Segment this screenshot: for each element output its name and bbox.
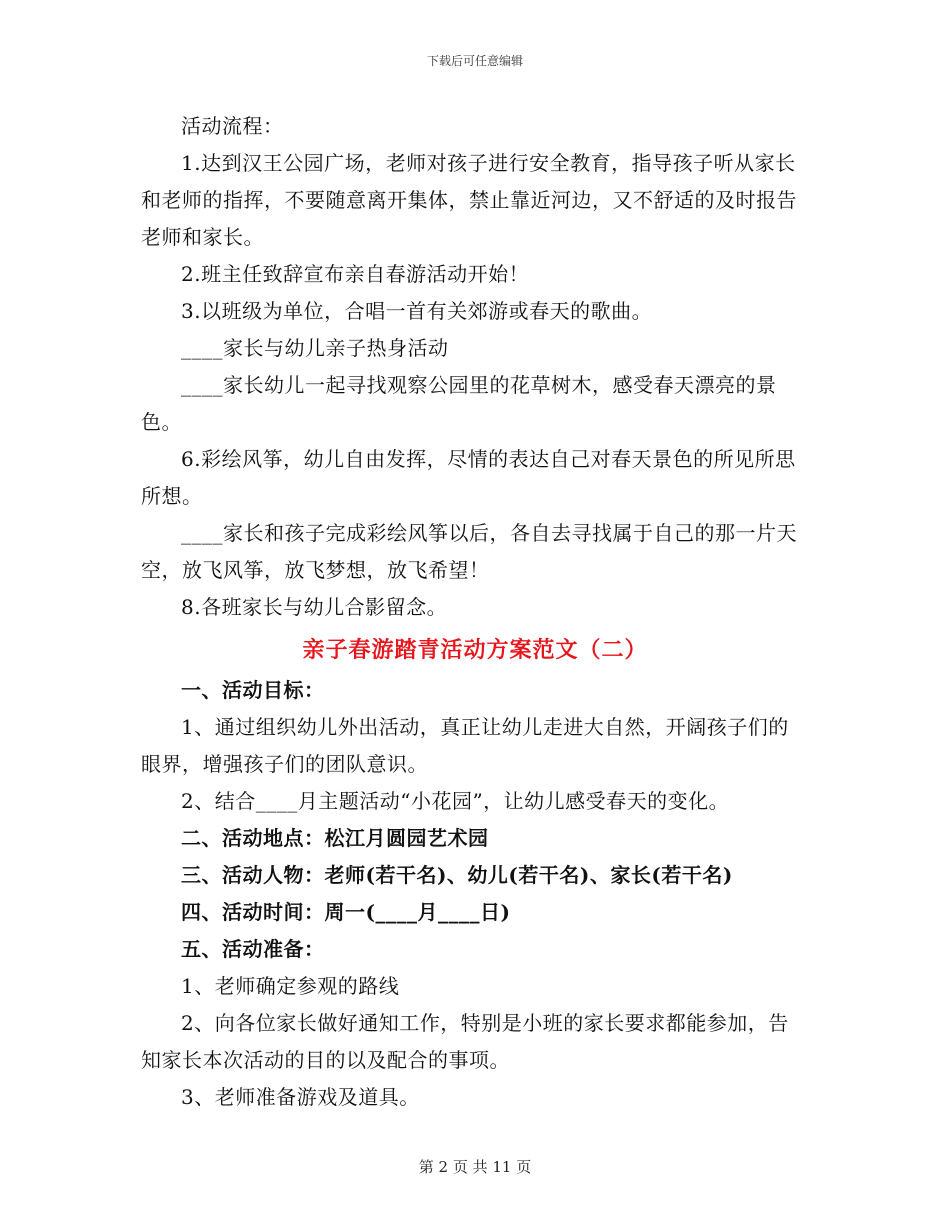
prep-item-2: 2、向各位家长做好通知工作，特别是小班的家长要求都能参加，告知家长本次活动的目的以及配合的事项。 <box>141 1011 789 1072</box>
flow-item-6: 6.彩绘风筝，幼儿自由发挥，尽情的表达自己对春天景色的所见所思所想。 <box>141 447 796 508</box>
section-title: 亲子春游踏青活动方案范文（二） <box>302 637 648 663</box>
document-body <box>141 108 809 1116</box>
flow-item-2: 2.班主任致辞宣布亲自春游活动开始！ <box>181 262 530 286</box>
prep-heading: 五、活动准备： <box>181 937 325 961</box>
goal-item-2: 2、结合____月主题活动“小花园”，让幼儿感受春天的变化。 <box>181 789 730 813</box>
time-heading: 四、活动时间：周一(____月____日) <box>181 900 511 924</box>
goal-item-1: 1、通过组织幼儿外出活动，真正让幼儿走进大自然，开阔孩子们的眼界，增强孩子们的团队意识。 <box>141 715 789 776</box>
flow-item-3: 3.以班级为单位，合唱一首有关郊游或春天的歌曲。 <box>181 299 653 323</box>
prep-item-1: 1、老师确定参观的路线 <box>181 974 400 998</box>
flow-item-4: ____家长与幼儿亲子热身活动 <box>181 336 449 360</box>
flow-item-1: 1.达到汉王公园广场，老师对孩子进行安全教育，指导孩子听从家长和老师的指挥，不要随意离开集体，禁止靠近河边，又不舒适的及时报告老师和家长。 <box>141 151 797 249</box>
flow-label: 活动流程： <box>181 114 284 138</box>
prep-item-3: 3、老师准备游戏及道具。 <box>181 1085 420 1109</box>
header-note: 下载后可任意编辑 <box>426 54 523 68</box>
flow-item-8: 8.各班家长与幼儿合影留念。 <box>181 595 448 619</box>
flow-item-7: ____家长和孩子完成彩绘风筝以后，各自去寻找属于自己的那一片天空，放飞风筝，放飞梦想，放飞希望！ <box>141 521 797 582</box>
people-heading: 三、活动人物：老师(若干名)、幼儿(若干名)、家长(若干名) <box>181 863 733 887</box>
page-number: 第 2 页 共 11 页 <box>418 1158 532 1176</box>
goal-heading: 一、活动目标： <box>181 678 325 702</box>
flow-item-5: ____家长幼儿一起寻找观察公园里的花草树木，感受春天漂亮的景色。 <box>141 373 777 434</box>
place-heading: 二、活动地点：松江月圆园艺术园 <box>181 826 489 850</box>
